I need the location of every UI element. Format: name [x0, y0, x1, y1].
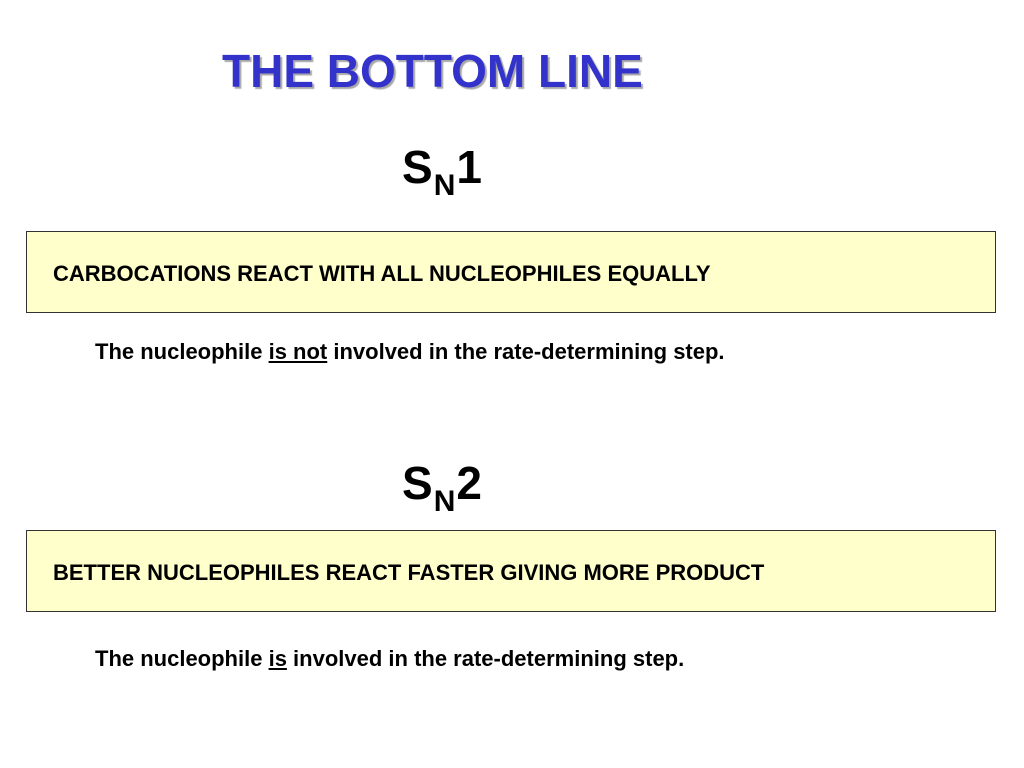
sn2-heading-subscript: N — [433, 485, 456, 518]
sn2-summary-text: BETTER NUCLEOPHILES REACT FASTER GIVING MORE PRODUCT — [53, 560, 765, 585]
sn2-summary-box — [26, 530, 996, 612]
sn1-summary-text: CARBOCATIONS REACT WITH ALL NUCLEOPHILES EQUALLY — [53, 261, 711, 286]
sn1-note-before: The nucleophile — [95, 339, 269, 364]
sn2-note-after: involved in the rate-determining step. — [286, 646, 685, 671]
sn2-note — [95, 646, 684, 672]
sn1-note-emphasis: is not — [268, 339, 328, 364]
sn1-summary-box — [26, 231, 996, 313]
sn1-note — [95, 339, 725, 365]
sn2-heading-main: S — [402, 457, 433, 509]
slide-title: THE BOTTOM LINE — [222, 45, 643, 97]
sn1-heading-number: 1 — [456, 141, 482, 193]
sn1-heading-main: S — [402, 141, 433, 193]
sn2-note-emphasis: is — [268, 646, 287, 671]
sn1-heading-subscript: N — [433, 169, 456, 202]
sn2-heading — [402, 457, 482, 518]
sn1-heading — [402, 141, 482, 202]
sn2-heading-number: 2 — [456, 457, 482, 509]
sn1-note-after: involved in the rate-determining step. — [327, 339, 725, 364]
sn2-note-before: The nucleophile — [95, 646, 269, 671]
